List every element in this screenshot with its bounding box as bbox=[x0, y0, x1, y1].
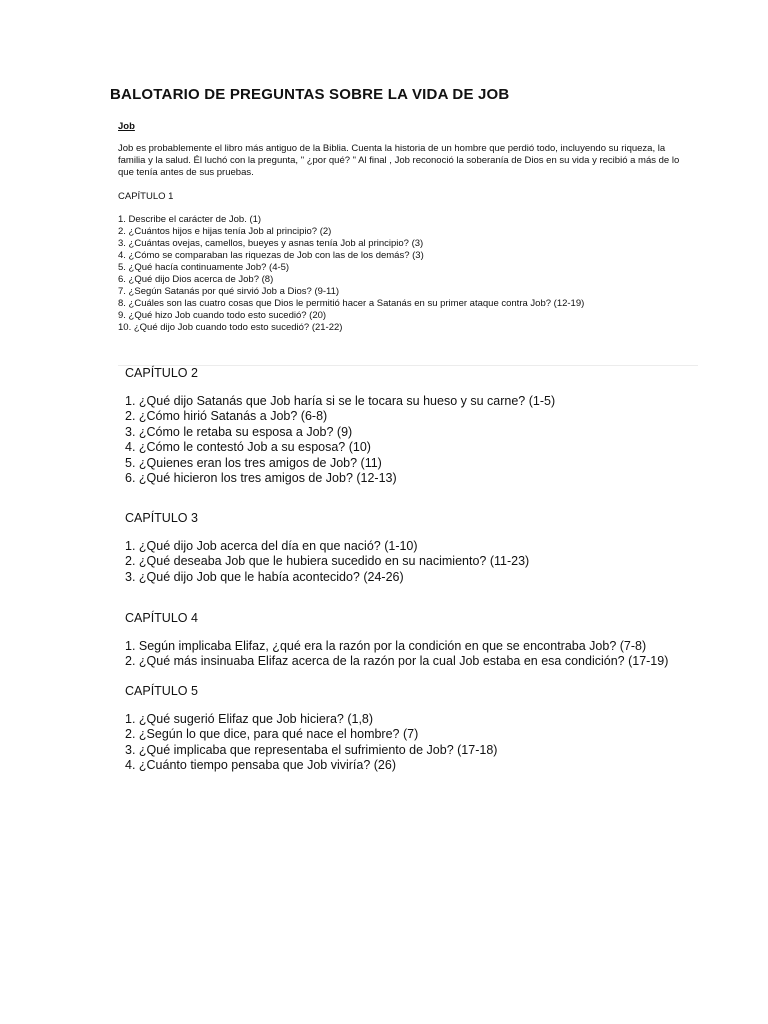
question-item: 8. ¿Cuáles son las cuatro cosas que Dios le permitió hacer a Satanás en su primer ataque contra Job? (12-19) bbox=[118, 298, 585, 309]
chapter-1-title: CAPÍTULO 1 bbox=[118, 191, 174, 202]
question-item: 10. ¿Qué dijo Job cuando todo esto sucedió? (21-22) bbox=[118, 322, 343, 333]
question-item: 1. Según implicaba Elifaz, ¿qué era la razón por la condición en que se encontraba Job? (7-8) bbox=[125, 638, 647, 653]
chapter-2-questions bbox=[125, 394, 705, 487]
chapter-5-questions bbox=[125, 712, 705, 774]
question-item: 3. ¿Qué implicaba que representaba el sufrimiento de Job? (17-18) bbox=[125, 742, 498, 757]
chapter-3-section bbox=[125, 511, 705, 585]
question-item: 4. ¿Cómo se comparaban las riquezas de Job con las de los demás? (3) bbox=[118, 250, 424, 261]
question-item: 1. ¿Qué dijo Job acerca del día en que nació? (1-10) bbox=[125, 538, 418, 553]
chapter-3-title: CAPÍTULO 3 bbox=[125, 511, 198, 525]
question-item: 4. ¿Cuánto tiempo pensaba que Job viviría? (26) bbox=[125, 758, 396, 772]
question-item: 5. ¿Qué hacía continuamente Job? (4-5) bbox=[118, 262, 290, 273]
chapter-5-title: CAPÍTULO 5 bbox=[125, 684, 198, 698]
chapter-5-section bbox=[125, 684, 705, 774]
question-item: 6. ¿Qué dijo Dios acerca de Job? (8) bbox=[118, 274, 274, 285]
question-item: 2. ¿Qué más insinuaba Elifaz acerca de la razón por la cual Job estaba en esa condición? (17-19) bbox=[125, 654, 669, 668]
intro-section bbox=[118, 121, 688, 334]
question-item: 1. ¿Qué dijo Satanás que Job haría si se le tocara su hueso y su carne? (1-5) bbox=[125, 393, 556, 408]
question-item: 9. ¿Qué hizo Job cuando todo esto sucedió? (20) bbox=[118, 310, 327, 321]
question-item: 4. ¿Cómo le contestó Job a su esposa? (10) bbox=[125, 440, 371, 454]
question-item: 2. ¿Cuántos hijos e hijas tenía Job al principio? (2) bbox=[118, 226, 332, 237]
chapter-2-section bbox=[125, 366, 705, 487]
chapter-4-section bbox=[125, 611, 705, 670]
page-title: BALOTARIO DE PREGUNTAS SOBRE LA VIDA DE JOB bbox=[110, 86, 510, 103]
chapter-1-questions bbox=[118, 214, 688, 334]
question-item: 7. ¿Según Satanás por qué sirvió Job a Dios? (9-11) bbox=[118, 286, 340, 297]
chapter-4-title: CAPÍTULO 4 bbox=[125, 611, 198, 625]
question-item: 2. ¿Según lo que dice, para qué nace el hombre? (7) bbox=[125, 727, 419, 741]
question-item: 3. ¿Cómo le retaba su esposa a Job? (9) bbox=[125, 424, 353, 439]
chapter-3-questions bbox=[125, 539, 705, 586]
question-item: 2. ¿Cómo hirió Satanás a Job? (6-8) bbox=[125, 409, 328, 423]
question-item: 1. Describe el carácter de Job. (1) bbox=[118, 214, 262, 225]
chapter-4-questions bbox=[125, 639, 705, 670]
question-item: 1. ¿Qué sugerió Elifaz que Job hiciera? (1,8) bbox=[125, 711, 374, 726]
intro-paragraph: Job es probablemente el libro más antiguo de la Biblia. Cuenta la historia de un hombre que perdió todo, incluyendo su riqueza, la familia y la salud. Él luchó con la pregunta, " ¿por qué? " Al final , Job reconoció la soberanía de Dios en su vida y recibió a más de lo que tenía antes de sus pruebas. bbox=[118, 143, 680, 178]
question-item: 5. ¿Quienes eran los tres amigos de Job? (11) bbox=[125, 455, 382, 470]
job-heading: Job bbox=[118, 121, 135, 132]
chapter-2-title: CAPÍTULO 2 bbox=[125, 366, 198, 380]
question-item: 2. ¿Qué deseaba Job que le hubiera sucedido en su nacimiento? (11-23) bbox=[125, 554, 530, 568]
question-item: 3. ¿Cuántas ovejas, camellos, bueyes y asnas tenía Job al principio? (3) bbox=[118, 238, 424, 249]
question-item: 6. ¿Qué hicieron los tres amigos de Job? (12-13) bbox=[125, 471, 397, 485]
question-item: 3. ¿Qué dijo Job que le había acontecido? (24-26) bbox=[125, 569, 404, 584]
